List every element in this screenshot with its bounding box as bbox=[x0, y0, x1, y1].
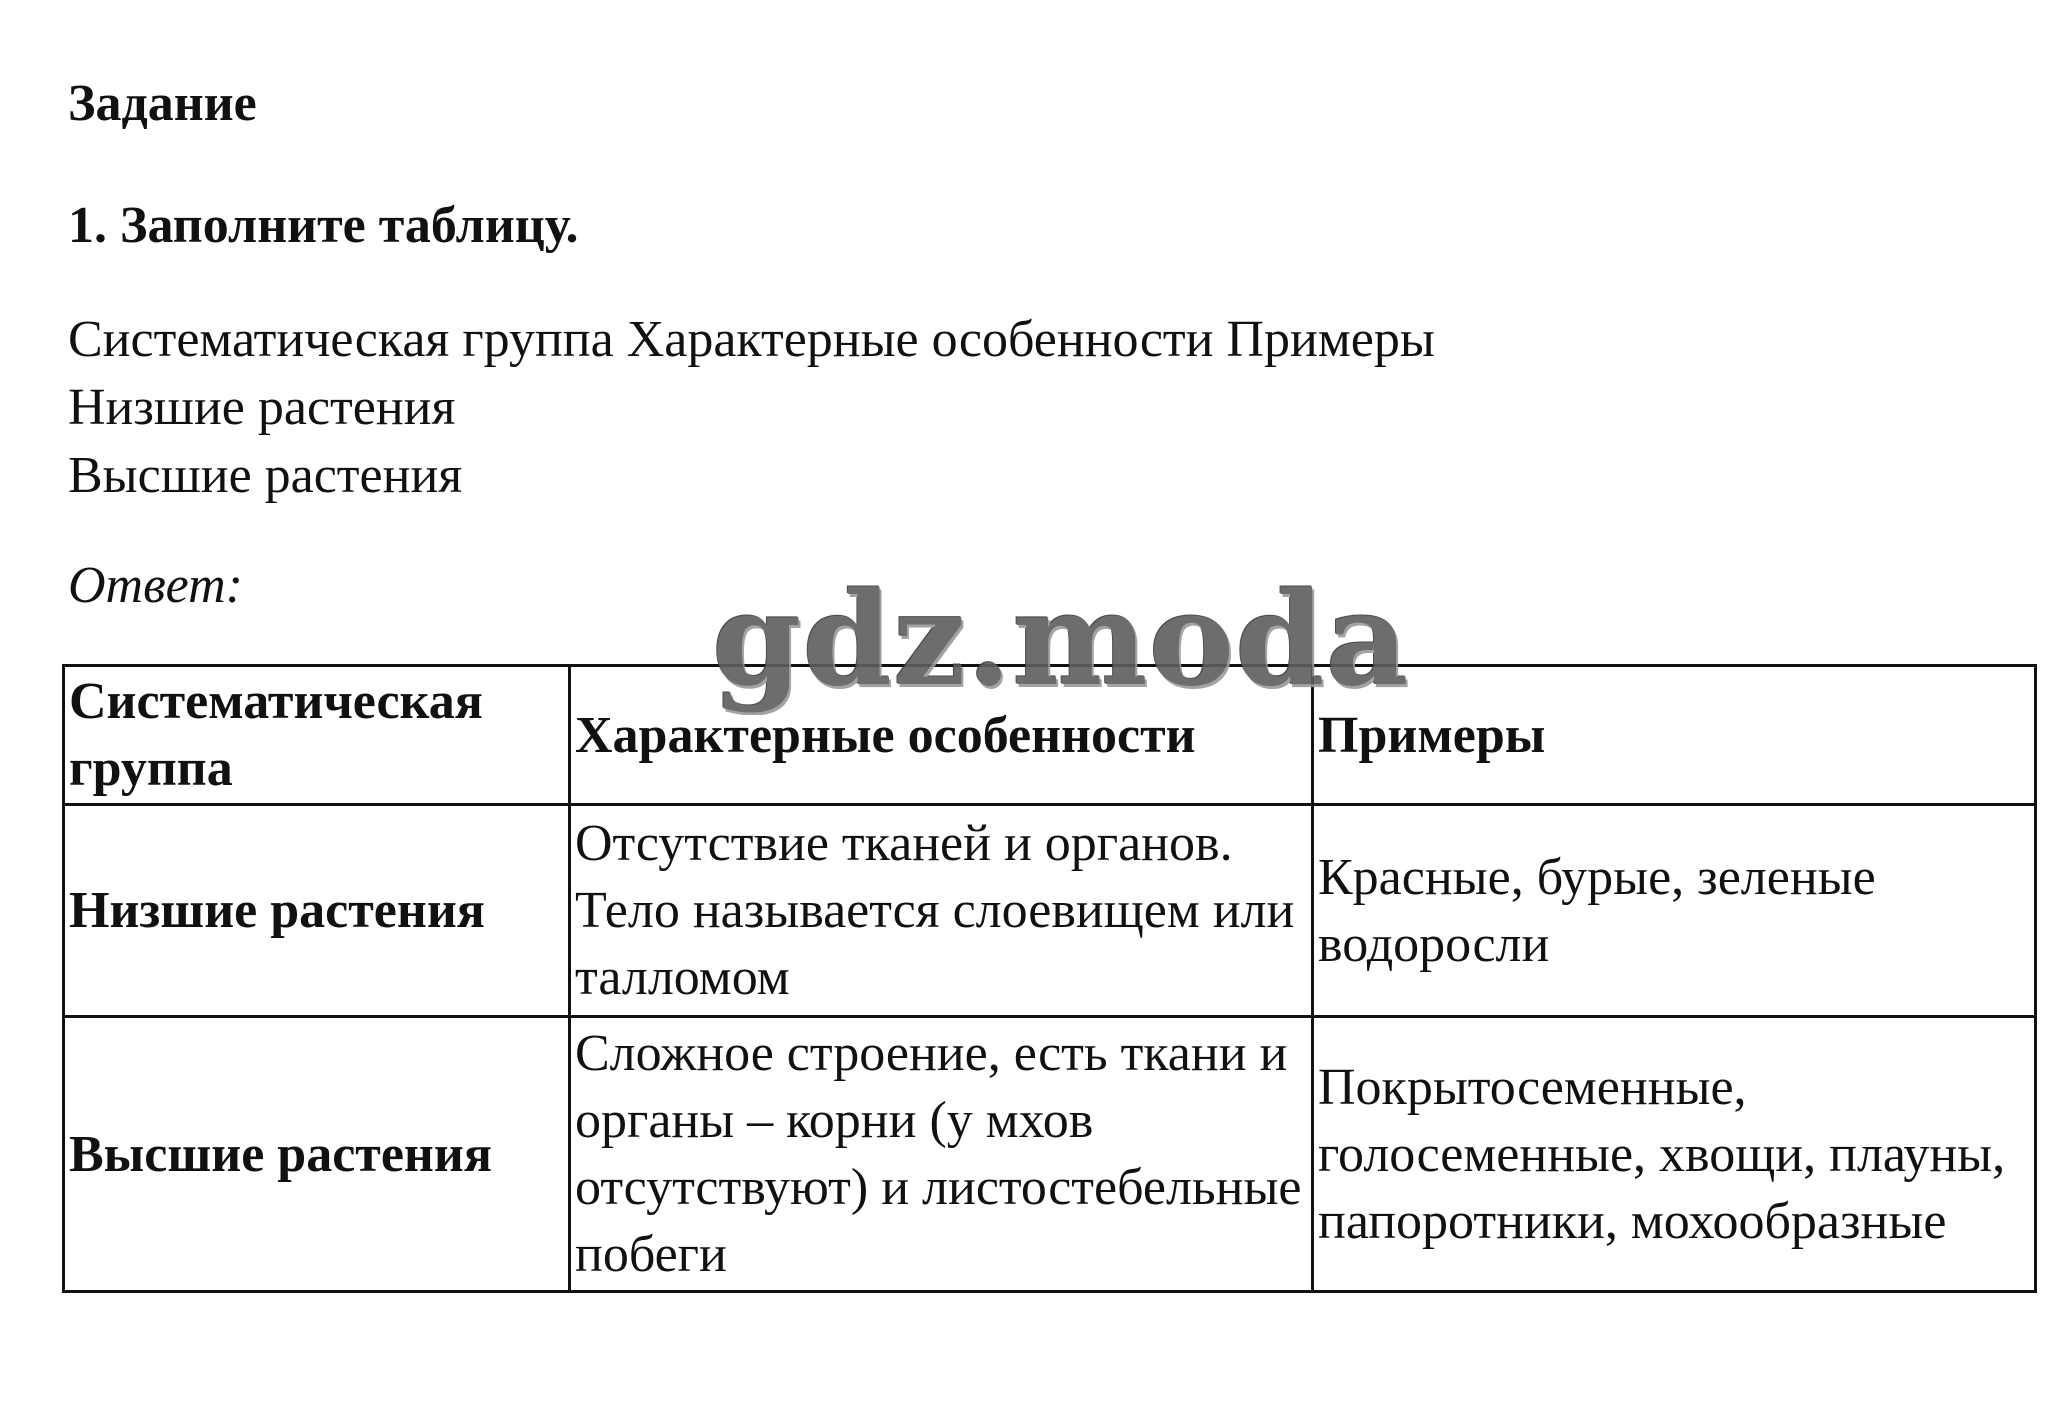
task-title: Задание bbox=[68, 75, 257, 132]
answer-label: Ответ: bbox=[68, 557, 243, 614]
cell-examples: Покрытосеменные, голосеменные, хвощи, плауны, папоротники, мохообразные bbox=[1313, 1017, 2036, 1292]
watermark-logo: gdz.moda bbox=[712, 565, 1410, 715]
cell-group: Высшие растения bbox=[64, 1017, 570, 1292]
table-row bbox=[64, 805, 2036, 1017]
cell-features: Сложное строение, есть ткани и органы – корни (у мхов отсутствуют) и листостебельные побеги bbox=[570, 1017, 1313, 1292]
cell-group: Низшие растения bbox=[64, 805, 570, 1017]
task-instruction: 1. Заполните таблицу. bbox=[68, 197, 579, 254]
header-cell-features: Характерные особенности bbox=[570, 666, 1313, 805]
cell-features: Отсутствие тканей и органов. Тело называется слоевищем или талломом bbox=[570, 805, 1313, 1017]
header-cell-examples: Примеры bbox=[1313, 666, 2036, 805]
answer-table bbox=[62, 664, 2037, 1293]
task-line: Низшие растения bbox=[68, 379, 456, 436]
cell-examples: Красные, бурые, зеленые водоросли bbox=[1313, 805, 2036, 1017]
table-row bbox=[64, 1017, 2036, 1292]
task-line: Систематическая группа Характерные особенности Примеры bbox=[68, 311, 1435, 368]
header-cell-group: Систематическая группа bbox=[64, 666, 570, 805]
task-table-text bbox=[68, 306, 1435, 510]
task-line: Высшие растения bbox=[68, 447, 463, 504]
